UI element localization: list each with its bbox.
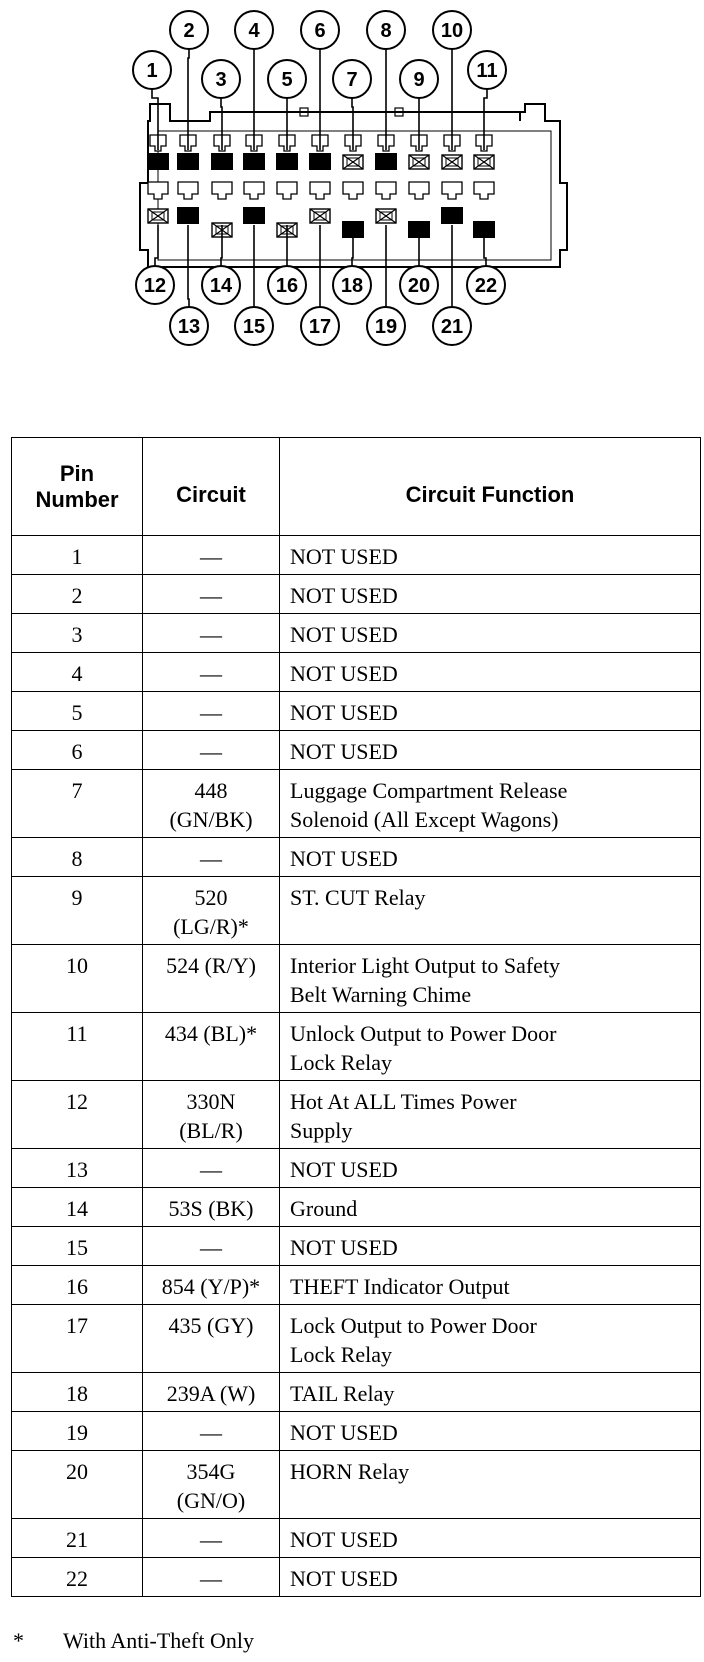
circuit-function-cell: TAIL Relay xyxy=(280,1373,701,1412)
circuit-cell: — xyxy=(143,614,280,653)
pin-number-cell: 6 xyxy=(12,731,143,770)
table-row xyxy=(12,1081,701,1149)
circuit-cell: 854 (Y/P)* xyxy=(143,1266,280,1305)
cavity-top-row xyxy=(243,153,265,170)
pin-number-cell: 17 xyxy=(12,1305,143,1373)
callout-pin-22 xyxy=(467,266,505,304)
cavity-top-row xyxy=(474,155,494,169)
table-row xyxy=(12,1013,701,1081)
pin-number-cell: 14 xyxy=(12,1188,143,1227)
table-row xyxy=(12,692,701,731)
pin-number-cell: 2 xyxy=(12,575,143,614)
callout-pin-16 xyxy=(268,266,306,304)
svg-text:21: 21 xyxy=(440,316,464,338)
callout-pin-21 xyxy=(433,307,471,345)
connector-diagram xyxy=(0,0,704,420)
pin-number-cell: 8 xyxy=(12,838,143,877)
svg-text:3: 3 xyxy=(215,69,227,91)
circuit-function-cell: NOT USED xyxy=(280,731,701,770)
cavity-top-row xyxy=(442,155,462,169)
pin-number-cell: 10 xyxy=(12,945,143,1013)
circuit-function-cell: Luggage Compartment Release Solenoid (All Except Wagons) xyxy=(280,770,701,838)
callout-pin-3 xyxy=(202,60,240,98)
callout-pin-13 xyxy=(170,307,208,345)
callout-pin-2 xyxy=(170,11,208,49)
callout-pin-11 xyxy=(468,51,506,89)
cavity-middle-row xyxy=(409,182,429,199)
cavity-middle-row xyxy=(310,182,330,199)
cavity-bottom-row xyxy=(441,207,463,224)
circuit-function-cell: Unlock Output to Power Door Lock Relay xyxy=(280,1013,701,1081)
svg-text:17: 17 xyxy=(308,316,332,338)
footnote xyxy=(13,1628,254,1654)
cavity-middle-row xyxy=(277,182,297,199)
pin-number-cell: 19 xyxy=(12,1412,143,1451)
footnote-mark: * xyxy=(13,1628,24,1653)
callout-pin-10 xyxy=(433,11,471,49)
pin-number-cell: 11 xyxy=(12,1013,143,1081)
callout-pin-20 xyxy=(400,266,438,304)
table-header-row xyxy=(12,438,701,536)
pin-number-cell: 21 xyxy=(12,1519,143,1558)
circuit-function-cell: Ground xyxy=(280,1188,701,1227)
table-row xyxy=(12,770,701,838)
cavity-top-row xyxy=(276,153,298,170)
circuit-function-cell: NOT USED xyxy=(280,614,701,653)
cavity-bottom-row xyxy=(310,209,330,223)
cavity-top-row xyxy=(211,153,233,170)
pin-number-cell: 4 xyxy=(12,653,143,692)
cavity-middle-row xyxy=(474,182,494,199)
cavity-top-row xyxy=(343,155,363,169)
header-circuit: Circuit xyxy=(143,438,280,536)
table-row xyxy=(12,838,701,877)
pin-number-cell: 15 xyxy=(12,1227,143,1266)
cavity-middle-row xyxy=(148,182,168,199)
connector-cavities xyxy=(147,135,495,238)
cavity-middle-row xyxy=(178,182,198,199)
callout-pin-4 xyxy=(235,11,273,49)
svg-text:18: 18 xyxy=(340,275,364,297)
svg-text:7: 7 xyxy=(346,69,358,91)
circuit-cell: — xyxy=(143,838,280,877)
pin-number-cell: 7 xyxy=(12,770,143,838)
callout-pin-6 xyxy=(301,11,339,49)
table-row xyxy=(12,1373,701,1412)
cavity-middle-row xyxy=(343,182,363,199)
circuit-cell: 435 (GY) xyxy=(143,1305,280,1373)
svg-text:15: 15 xyxy=(242,316,266,338)
pin-number-cell: 9 xyxy=(12,877,143,945)
table-row xyxy=(12,1558,701,1597)
callout-pin-5 xyxy=(268,60,306,98)
pin-number-cell: 18 xyxy=(12,1373,143,1412)
circuit-function-cell: ST. CUT Relay xyxy=(280,877,701,945)
svg-text:9: 9 xyxy=(413,69,425,91)
pin-number-cell: 22 xyxy=(12,1558,143,1597)
pin-number-cell: 13 xyxy=(12,1149,143,1188)
circuit-function-cell: HORN Relay xyxy=(280,1451,701,1519)
svg-text:1: 1 xyxy=(146,60,158,82)
circuit-function-cell: NOT USED xyxy=(280,536,701,575)
circuit-cell: 434 (BL)* xyxy=(143,1013,280,1081)
table-row xyxy=(12,1266,701,1305)
circuit-cell: — xyxy=(143,731,280,770)
cavity-bottom-row xyxy=(148,209,168,223)
callout-pin-1 xyxy=(133,51,171,89)
circuit-cell: — xyxy=(143,536,280,575)
circuit-cell: 330N (BL/R) xyxy=(143,1081,280,1149)
table-row xyxy=(12,1149,701,1188)
header-pin-number: Pin Number xyxy=(12,438,143,536)
circuit-function-cell: NOT USED xyxy=(280,1149,701,1188)
header-circuit-function: Circuit Function xyxy=(280,438,701,536)
callout-pin-18 xyxy=(333,266,371,304)
circuit-cell: — xyxy=(143,653,280,692)
cavity-middle-row xyxy=(212,182,232,199)
cavity-top-row xyxy=(177,153,199,170)
circuit-function-cell: Interior Light Output to Safety Belt Warning Chime xyxy=(280,945,701,1013)
svg-text:4: 4 xyxy=(248,20,260,42)
svg-text:2: 2 xyxy=(183,20,195,42)
footnote-text: With Anti-Theft Only xyxy=(63,1628,254,1653)
table-row xyxy=(12,731,701,770)
circuit-cell: — xyxy=(143,1519,280,1558)
cavity-middle-row xyxy=(244,182,264,199)
cavity-bottom-row xyxy=(376,209,396,223)
cavity-bottom-row xyxy=(243,207,265,224)
callout-pin-17 xyxy=(301,307,339,345)
cavity-top-row xyxy=(375,153,397,170)
svg-text:11: 11 xyxy=(476,60,498,82)
table-row xyxy=(12,1412,701,1451)
circuit-function-cell: NOT USED xyxy=(280,1227,701,1266)
cavity-middle-row xyxy=(376,182,396,199)
callout-pin-15 xyxy=(235,307,273,345)
svg-text:6: 6 xyxy=(314,20,326,42)
pin-number-cell: 5 xyxy=(12,692,143,731)
svg-text:19: 19 xyxy=(374,316,398,338)
circuit-cell: — xyxy=(143,1227,280,1266)
circuit-cell: 53S (BK) xyxy=(143,1188,280,1227)
svg-text:5: 5 xyxy=(281,69,293,91)
cavity-bottom-row xyxy=(177,207,199,224)
svg-text:12: 12 xyxy=(143,275,167,297)
circuit-cell: 239A (W) xyxy=(143,1373,280,1412)
table-row xyxy=(12,1451,701,1519)
pin-number-cell: 20 xyxy=(12,1451,143,1519)
circuit-cell: — xyxy=(143,575,280,614)
circuit-cell: 520 (LG/R)* xyxy=(143,877,280,945)
table-row xyxy=(12,1519,701,1558)
circuit-function-cell: NOT USED xyxy=(280,575,701,614)
svg-text:14: 14 xyxy=(209,275,233,297)
circuit-cell: 354G (GN/O) xyxy=(143,1451,280,1519)
table-row xyxy=(12,614,701,653)
table-row xyxy=(12,877,701,945)
svg-text:22: 22 xyxy=(474,275,498,297)
circuit-cell: — xyxy=(143,1149,280,1188)
circuit-function-cell: THEFT Indicator Output xyxy=(280,1266,701,1305)
svg-text:20: 20 xyxy=(407,275,431,297)
pin-table xyxy=(11,437,701,1597)
svg-text:16: 16 xyxy=(275,275,299,297)
svg-text:13: 13 xyxy=(177,316,201,338)
cavity-top-row xyxy=(309,153,331,170)
callout-pin-7 xyxy=(333,60,371,98)
svg-text:8: 8 xyxy=(380,20,392,42)
circuit-function-cell: NOT USED xyxy=(280,692,701,731)
circuit-cell: — xyxy=(143,1412,280,1451)
callout-pin-14 xyxy=(202,266,240,304)
cavity-top-row xyxy=(147,153,169,170)
circuit-function-cell: Lock Output to Power Door Lock Relay xyxy=(280,1305,701,1373)
callout-pin-9 xyxy=(400,60,438,98)
svg-text:10: 10 xyxy=(440,20,464,42)
circuit-cell: 448 (GN/BK) xyxy=(143,770,280,838)
cavity-middle-row xyxy=(442,182,462,199)
pin-number-cell: 3 xyxy=(12,614,143,653)
callout-pin-19 xyxy=(367,307,405,345)
circuit-function-cell: NOT USED xyxy=(280,838,701,877)
circuit-function-cell: NOT USED xyxy=(280,1558,701,1597)
callout-pin-12 xyxy=(136,266,174,304)
table-row xyxy=(12,945,701,1013)
table-row xyxy=(12,1188,701,1227)
table-row xyxy=(12,575,701,614)
circuit-cell: — xyxy=(143,692,280,731)
callout-pin-8 xyxy=(367,11,405,49)
circuit-function-cell: NOT USED xyxy=(280,653,701,692)
circuit-cell: 524 (R/Y) xyxy=(143,945,280,1013)
circuit-function-cell: Hot At ALL Times Power Supply xyxy=(280,1081,701,1149)
circuit-function-cell: NOT USED xyxy=(280,1412,701,1451)
cavity-top-row xyxy=(409,155,429,169)
table-row xyxy=(12,653,701,692)
table-row xyxy=(12,1305,701,1373)
circuit-function-cell: NOT USED xyxy=(280,1519,701,1558)
pin-number-cell: 16 xyxy=(12,1266,143,1305)
circuit-cell: — xyxy=(143,1558,280,1597)
pin-number-cell: 12 xyxy=(12,1081,143,1149)
pin-number-cell: 1 xyxy=(12,536,143,575)
table-row xyxy=(12,536,701,575)
table-row xyxy=(12,1227,701,1266)
